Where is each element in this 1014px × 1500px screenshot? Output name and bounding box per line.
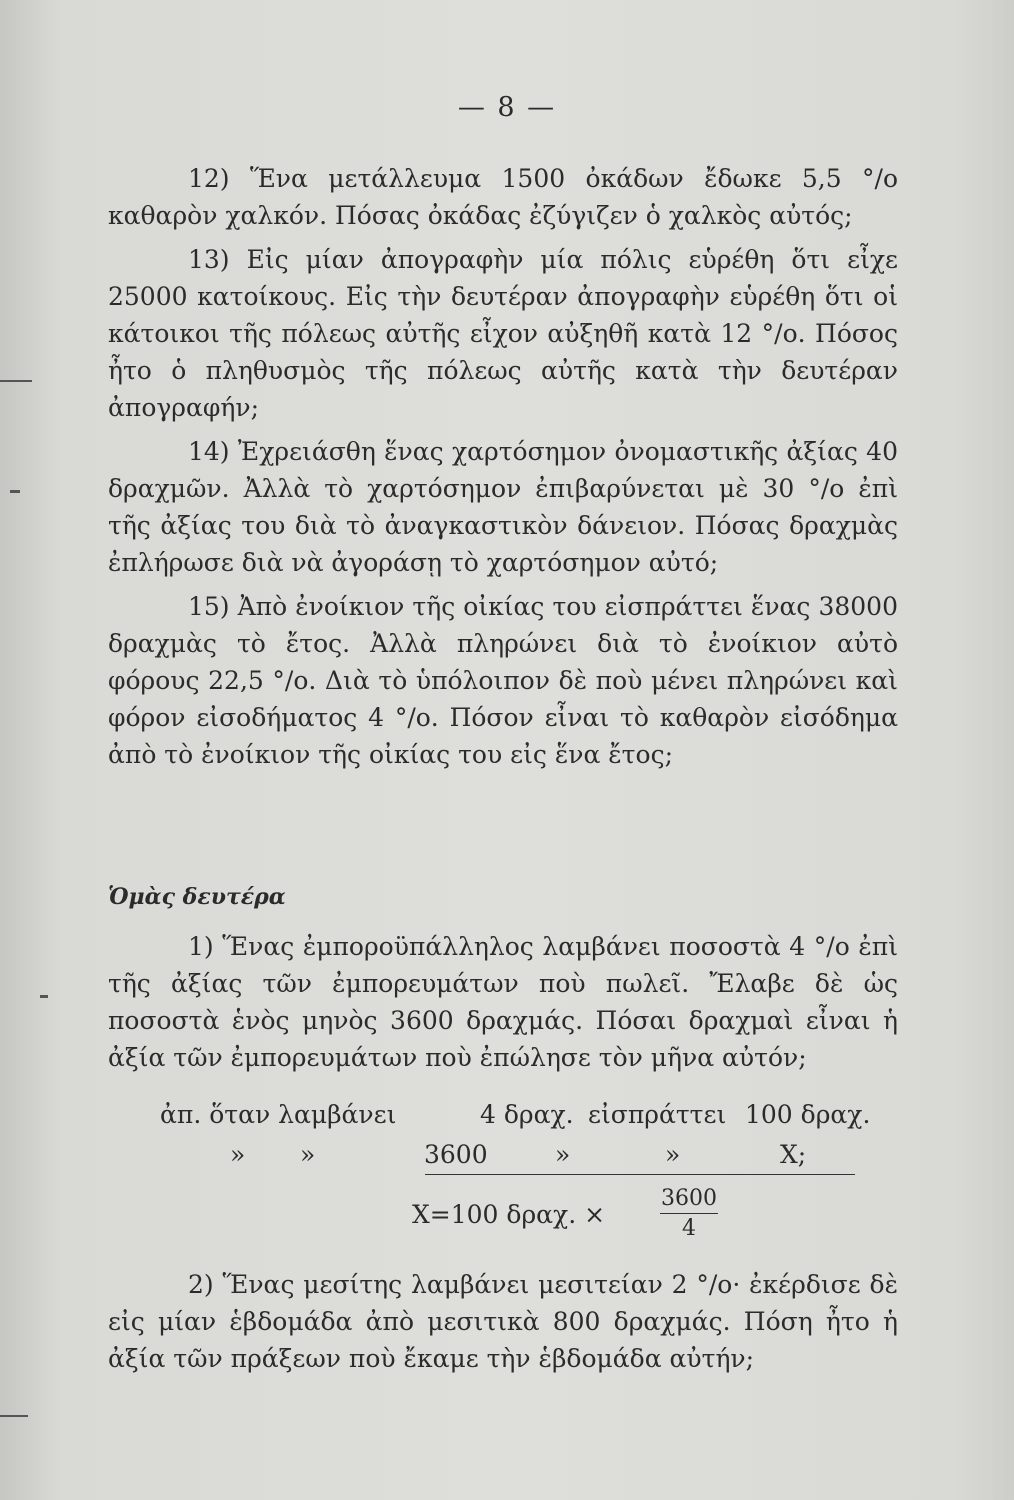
calc-underline [425,1174,855,1175]
exercise-g2-1: 1) Ἕνας ἐμποροϋπάλληλος λαμβάνει ποσοστὰ 4 °/ο ἐπὶ τῆς ἀξίας τῶν ἐμπορευμάτων ποὺ πωλεῖ. Ἔλαβε δὲ ὡς ποσοστὰ ἑνὸς μηνὸς 3600 δραχμάς. Πόσαι δραχμαὶ εἶναι ἡ ἀξία τῶν ἐμπορευμάτων ποὺ ἐπώλησε τὸν μῆνα αὐτόν; [108,932,898,1072]
margin-mark [0,380,32,382]
calc-fraction-denominator: 4 [682,1216,696,1241]
exercise-14: 14) Ἐχρειάσθη ἕνας χαρτόσημον ὀνομαστικῆς ἀξίας 40 δραχμῶν. Ἀλλὰ τὸ χαρτόσημον ἐπιβαρύνεται μὲ 30 °/ο ἐπὶ τῆς ἀξίας του διὰ τὸ ἀναγκαστικὸν δάνειον. Πόσας δραχμὰς ἐπλήρωσε διὰ νὰ ἀγοράσῃ τὸ χαρτόσημον αὐτό; [108,437,898,577]
exercise-12: 12) Ἕνα μετάλλευμα 1500 ὀκάδων ἔδωκε 5,5 °/ο καθαρὸν χαλκόν. Πόσας ὀκάδας ἐζύγιζεν ὁ χαλκὸς αὐτός; [108,164,898,230]
margin-mark [0,1415,28,1417]
exercise-group2-1 [108,928,898,1076]
calc-row2-ditto-3: » [555,1140,571,1169]
calc-row2-ditto-2: » [300,1140,316,1169]
calc-row1-amount: 4 δραχ. [480,1100,574,1129]
calc-row2-ditto-1: » [230,1140,246,1169]
calc-row1-verb: εἰσπράττει [588,1100,727,1129]
margin-mark [10,490,20,493]
section-heading: Ὁμὰς δευτέρα [108,884,286,910]
page-number: — 8 — [457,92,557,123]
worked-calculation [160,1100,871,1250]
calc-fraction-numerator: 3600 [661,1186,717,1211]
exercise-g2-2: 2) Ἕνας μεσίτης λαμβάνει μεσιτείαν 2 °/ο· ἐκέρδισε δὲ εἰς μίαν ἑβδομάδα ἀπὸ μεσιτικὰ 800 δραχμάς. Πόση ἦτο ἡ ἀξία τῶν πράξεων ποὺ ἔκαμε τὴν ἑβδομάδα αὐτήν; [108,1270,898,1373]
calc-row1-label: ἀπ. ὅταν λαμβάνει [160,1100,397,1129]
exercise-15: 15) Ἀπὸ ἐνοίκιον τῆς οἰκίας του εἰσπράττει ἕνας 38000 δραχμὰς τὸ ἔτος. Ἀλλὰ πληρώνει διὰ τὸ ἐνοίκιον αὐτὸ φόρους 22,5 °/ο. Διὰ τὸ ὑπόλοιπον δὲ ποὺ μένει πληρώνει καὶ φόρον εἰσοδήματος 4 °/ο. Πόσον εἶναι τὸ καθαρὸν εἰσόδημα ἀπὸ τὸ ἐνοίκιον τῆς οἰκίας του εἰς ἕνα ἔτος; [108,592,898,769]
calc-row1-value: 100 δραχ. [745,1100,871,1129]
calc-row2-unknown: X; [780,1140,807,1169]
calc-row2-amount: 3600 [424,1140,488,1169]
calc-fraction [660,1186,718,1241]
exercise-13: 13) Εἰς μίαν ἀπογραφὴν μία πόλις εὑρέθη ὅτι εἶχε 25000 κατοίκους. Εἰς τὴν δευτέραν ἀπογραφὴν εὑρέθη ὅτι οἱ κάτοικοι τῆς πόλεως αὐτῆς εἶχον αὐξηθῆ κατὰ 12 °/ο. Πόσος ἦτο ὁ πληθυσμὸς τῆς πόλεως αὐτῆς κατὰ τὴν δευτέραν ἀπογραφήν; [108,245,898,422]
margin-mark [40,995,48,998]
exercise-group2-2 [108,1266,898,1377]
calc-row2-ditto-4: » [665,1140,681,1169]
calc-result-lhs: X=100 δραχ. × [412,1200,606,1229]
fraction-bar [660,1213,718,1214]
exercise-block-1 [108,160,898,773]
